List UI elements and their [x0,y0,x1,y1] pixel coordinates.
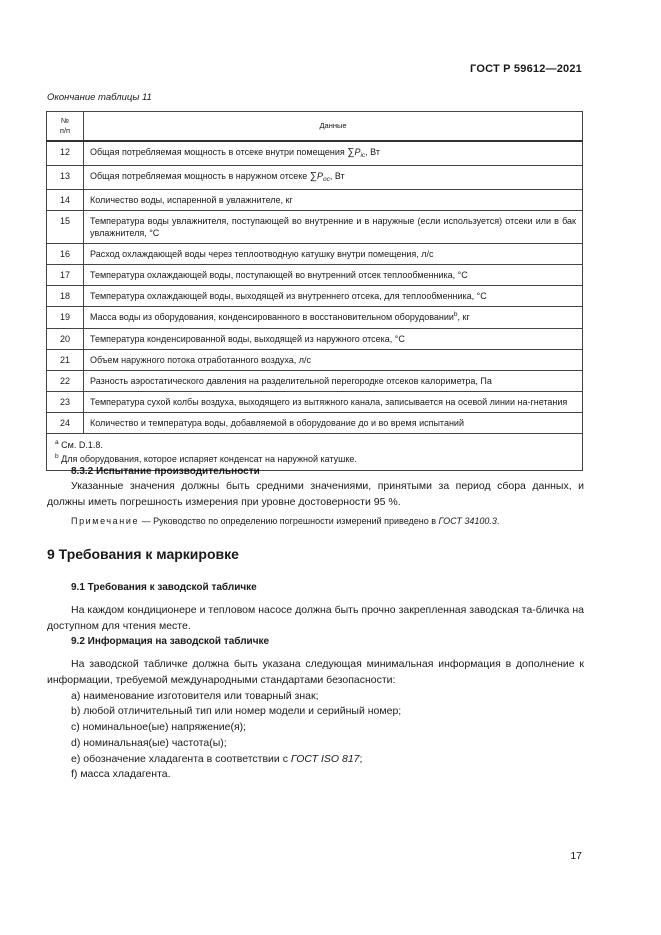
table-row [47,189,583,210]
table-row [47,243,583,264]
row-number: 17 [47,265,84,286]
column-header-number [47,112,84,142]
section-heading: 9.1 Требования к заводской табличке [71,582,257,593]
section-8-3-2 [47,464,584,528]
power-symbol: P [354,147,361,157]
table-row [47,370,583,391]
section-heading: 9.2 Информация на заводской табличке [71,636,270,647]
row-text: Количество воды, испаренной в увлажнителе, кг [84,189,583,210]
row-text: Температура охлаждающей воды, выходящей из внутреннего отсека, для теплообменника, °С [84,286,583,307]
column-header-number-line2: п/п [59,126,71,135]
row-number: 14 [47,189,84,210]
paragraph: На заводской табличке должна быть указана следующая минимальная информация в дополнение к информации, требуемой международными стандартами безопасности: [47,658,584,686]
page-number: 17 [570,850,582,862]
row-text: Объем наружного потока отработанного воздуха, л/с [84,349,583,370]
row-number: 22 [47,370,84,391]
sum-symbol: ∑ [309,170,317,182]
row-text: Разность аэростатического давления на разделительной перегородке отсеков калориметра, Па [84,370,583,391]
row-number: 20 [47,328,84,349]
list-item: f) масса хладагента. [71,768,171,781]
paragraph: На каждом кондиционере и тепловом насосе должна быть прочно закрепленная заводская та-бличка на доступном для чтения месте. [47,604,584,632]
row-number: 15 [47,210,84,243]
table-row [47,141,583,165]
subscript: ic [360,152,366,159]
note: Примечание — Руководство по определению погрешности измерений приведено в ГОСТ 34100.3. [71,515,500,526]
data-table [46,111,583,471]
section-9-1 [47,580,584,635]
row-number: 19 [47,307,84,328]
list-item: e) обозначение хладагента в соответствии с ГОСТ ISO 817; [71,752,363,765]
sum-symbol: ∑ [347,147,355,158]
row-text: Общая потребляемая мощность в отсеке внутри помещения $\sum P_{ic}$, Вт [84,141,583,165]
table-row [47,286,583,307]
row-text: Температура воды увлажнителя, поступающей во внутренние и в наружные (если используется) отсеки или в бак увлажнителя, °С [84,210,583,243]
table-row [47,165,583,189]
footnote-a: $^a$ См. D.1.8. [55,439,103,451]
row-text: Общая потребляемая мощность в наружном отсеке $\sum P_{oc}$, Вт [84,165,583,189]
footnote-b: $^b$ Для оборудования, которое испаряет конденсат на наружной катушке. [55,453,357,465]
list-item: d) номинальная(ые) частота(ы); [71,736,227,749]
subscript: oc [322,175,330,183]
section-9-2 [47,634,584,783]
table-row [47,413,583,434]
section-heading: 9 Требования к маркировке [47,546,239,562]
column-header-number-line1: № [60,115,70,125]
row-text: Масса воды из оборудования, конденсированного в восстановительном оборудовании$^b$, кг [84,307,583,328]
row-number: 16 [47,243,84,264]
table-row [47,210,583,243]
row-text: Расход охлаждающей воды через теплоотводную катушку внутри помещения, л/с [84,243,583,264]
row-number: 13 [47,165,84,189]
row-number: 21 [47,349,84,370]
row-number: 18 [47,286,84,307]
table-row [47,265,583,286]
table-header-row [47,112,583,142]
row-text: Количество и температура воды, добавляемой в оборудование до и во время испытаний [84,413,583,434]
row-number: 24 [47,413,84,434]
section-9 [47,544,584,565]
paragraph: Указанные значения должны быть средними значениями, принятыми за период сбора данных, и должны иметь погрешность измерения при уровне достоверности 95 %. [47,480,584,508]
table-row [47,391,583,412]
table-row [47,307,583,328]
table-row [47,328,583,349]
table-row [47,349,583,370]
document-code: ГОСТ Р 59612—2021 [470,63,582,75]
row-number: 23 [47,391,84,412]
list-item: c) номинальное(ые) напряжение(я); [71,721,247,733]
column-header-data: Данные [84,112,583,142]
footnote-mark: b [453,311,458,319]
list-item: а) наименование изготовителя или товарный знак; [71,689,319,702]
table-caption: Окончание таблицы 11 [47,92,152,103]
section-heading: 8.3.2 Испытание производительности [71,466,260,477]
row-text: Температура сухой колбы воздуха, выходящего из вытяжного канала, записывается на осевой линии на-гнетания [84,391,583,412]
row-text: Температура конденсированной воды, выходящей из наружного отсека, °С [84,328,583,349]
power-symbol: P [316,170,323,181]
row-text: Температура охлаждающей воды, поступающей во внутренний отсек теплообменника, °С [84,265,583,286]
row-number: 12 [47,141,84,165]
list-item: b) любой отличительный тип или номер модели и серийный номер; [71,705,402,718]
